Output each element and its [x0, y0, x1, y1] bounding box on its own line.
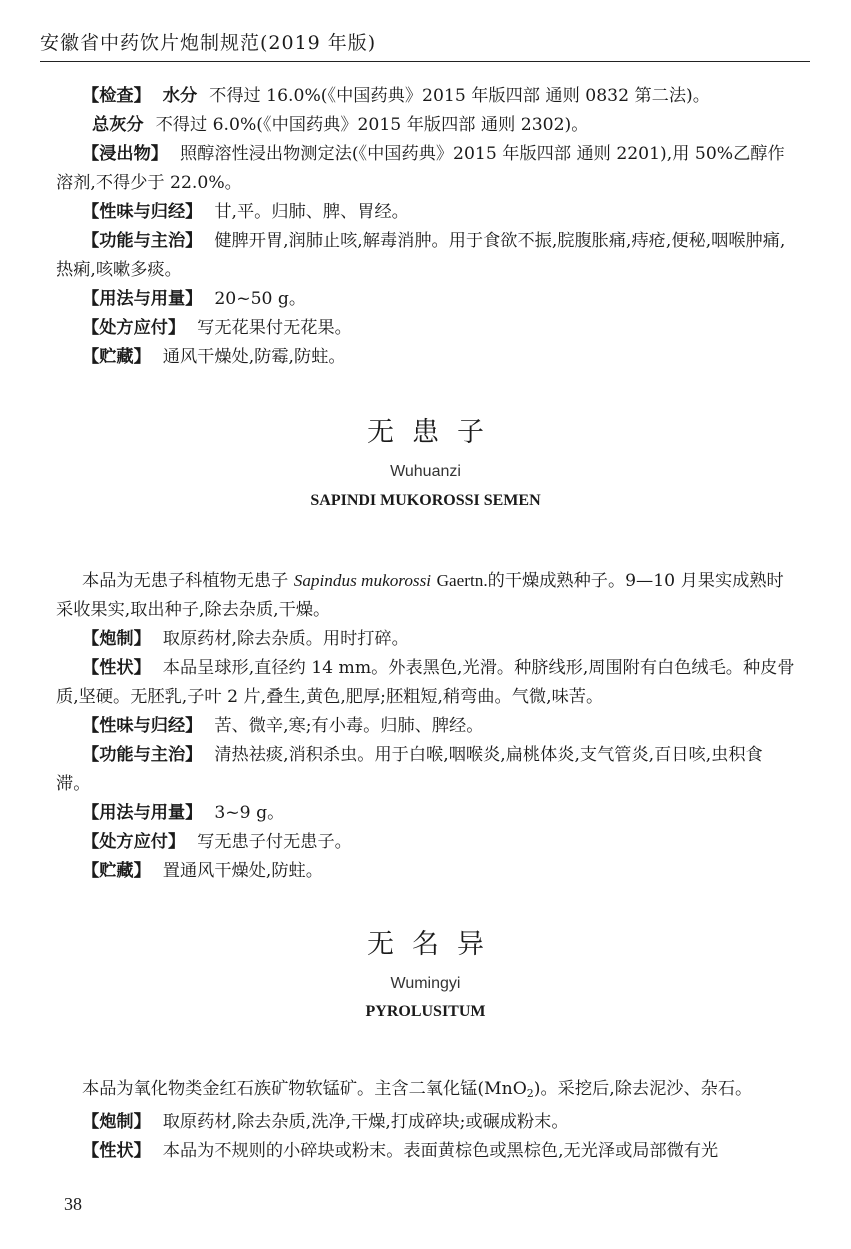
check-label: 【检查】 — [82, 86, 151, 106]
description-text: 本品为不规则的小碎块或粉末。表面黄棕色或黑棕色,无光泽或局部微有光 — [162, 1141, 719, 1161]
total-ash-text: 不得过 6.0%(《中国药典》2015 年版四部 通则 2302)。 — [155, 115, 589, 135]
function-text: 清热祛痰,消积杀虫。用于白喉,咽喉炎,扁桃体炎,支气管炎,百日咳,虫积食滞。 — [56, 745, 763, 794]
header-rule — [40, 61, 810, 62]
function-label: 【功能与主治】 — [82, 231, 203, 251]
moisture-label: 水分 — [162, 86, 198, 106]
storage-text: 通风干燥处,防霉,防蛀。 — [162, 347, 346, 367]
property-label: 【性味与归经】 — [82, 202, 203, 222]
function-text: 健脾开胃,润肺止咳,解毒消肿。用于食欲不振,脘腹胀痛,痔疮,便秘,咽喉肿痛,热痢,咳嗽多痰。 — [56, 231, 786, 280]
previous-entry-tail — [56, 82, 796, 372]
dosage-text: 20~50 g。 — [214, 289, 307, 309]
intro-paragraph — [56, 566, 796, 625]
prescription-text: 写无花果付无花果。 — [197, 318, 352, 338]
processing-line — [56, 625, 796, 654]
entry-pinyin-wumingyi: Wumingyi — [390, 975, 461, 992]
function-paragraph — [56, 741, 796, 799]
property-label: 【性味与归经】 — [82, 716, 203, 736]
storage-line — [56, 857, 796, 886]
description-label: 【性状】 — [82, 658, 151, 678]
processing-label: 【炮制】 — [82, 629, 151, 649]
page-number: 38 — [64, 1194, 82, 1214]
function-paragraph — [56, 227, 796, 285]
extract-label: 【浸出物】 — [82, 144, 168, 164]
property-line — [56, 712, 796, 741]
entry-latin-wumingyi: PYROLUSITUM — [365, 1003, 486, 1020]
description-paragraph — [56, 654, 796, 712]
property-line — [56, 198, 796, 227]
entry-latin-wuhuanzi: SAPINDI MUKOROSSI SEMEN — [310, 492, 541, 509]
extract-text: 照醇溶性浸出物测定法(《中国药典》2015 年版四部 通则 2201),用 50%乙醇作溶剂,不得少于 22.0%。 — [56, 144, 785, 193]
running-header: 安徽省中药饮片炮制规范(2019 年版) — [40, 32, 377, 54]
function-label: 【功能与主治】 — [82, 745, 203, 765]
description-text: 本品呈球形,直径约 14 mm。外表黑色,光滑。种脐线形,周围附有白色绒毛。种皮骨质,坚硬。无胚乳,子叶 2 片,叠生,黄色,肥厚;胚粗短,稍弯曲。气微,味苦。 — [56, 658, 795, 707]
property-text: 甘,平。归肺、脾、胃经。 — [214, 202, 409, 222]
dosage-line — [56, 799, 796, 828]
prescription-text: 写无患子付无患子。 — [197, 832, 352, 852]
total-ash-line — [56, 111, 796, 140]
storage-text: 置通风干燥处,防蛀。 — [162, 861, 323, 881]
moisture-text: 不得过 16.0%(《中国药典》2015 年版四部 通则 0832 第二法)。 — [209, 86, 710, 106]
check-moisture-line — [56, 82, 796, 111]
entry-title-wumingyi: 无名异 — [367, 929, 502, 960]
dosage-line — [56, 285, 796, 314]
entry-title-wuhuanzi: 无患子 — [367, 417, 502, 448]
storage-line — [56, 343, 796, 372]
description-line — [56, 1137, 796, 1166]
entry-body-wumingyi — [56, 1075, 796, 1166]
formula-subscript: 2 — [526, 1087, 534, 1100]
prescription-label: 【处方应付】 — [82, 318, 186, 338]
extract-paragraph — [56, 140, 796, 198]
species-author: Gaertn. — [436, 571, 488, 590]
species-name: Sapindus mukorossi — [293, 571, 432, 590]
processing-text: 取原药材,除去杂质。用时打碎。 — [162, 629, 409, 649]
intro-text-a: 本品为氧化物类金红石族矿物软锰矿。主含二氧化锰(MnO — [82, 1079, 527, 1099]
dosage-label: 【用法与用量】 — [82, 289, 203, 309]
intro-paragraph — [56, 1075, 796, 1108]
prescription-line — [56, 828, 796, 857]
prescription-line — [56, 314, 796, 343]
intro-text-b: 的干燥成熟种子。9—10 月果实成熟时采收果实,取出种子,除去杂质,干燥。 — [56, 571, 784, 620]
property-text: 苦、微辛,寒;有小毒。归肺、脾经。 — [214, 716, 484, 736]
entry-body-wuhuanzi — [56, 566, 796, 886]
intro-text-b: )。采挖后,除去泥沙、杂石。 — [533, 1079, 753, 1099]
processing-text: 取原药材,除去杂质,洗净,干燥,打成碎块;或碾成粉末。 — [162, 1112, 569, 1132]
intro-text-a: 本品为无患子科植物无患子 — [82, 571, 289, 591]
storage-label: 【贮藏】 — [82, 347, 151, 367]
dosage-label: 【用法与用量】 — [82, 803, 203, 823]
storage-label: 【贮藏】 — [82, 861, 151, 881]
description-label: 【性状】 — [82, 1141, 151, 1161]
entry-pinyin-wuhuanzi: Wuhuanzi — [390, 463, 461, 480]
dosage-text: 3~9 g。 — [214, 803, 285, 823]
processing-label: 【炮制】 — [82, 1112, 151, 1132]
processing-line — [56, 1108, 796, 1137]
total-ash-label: 总灰分 — [92, 115, 144, 135]
prescription-label: 【处方应付】 — [82, 832, 186, 852]
